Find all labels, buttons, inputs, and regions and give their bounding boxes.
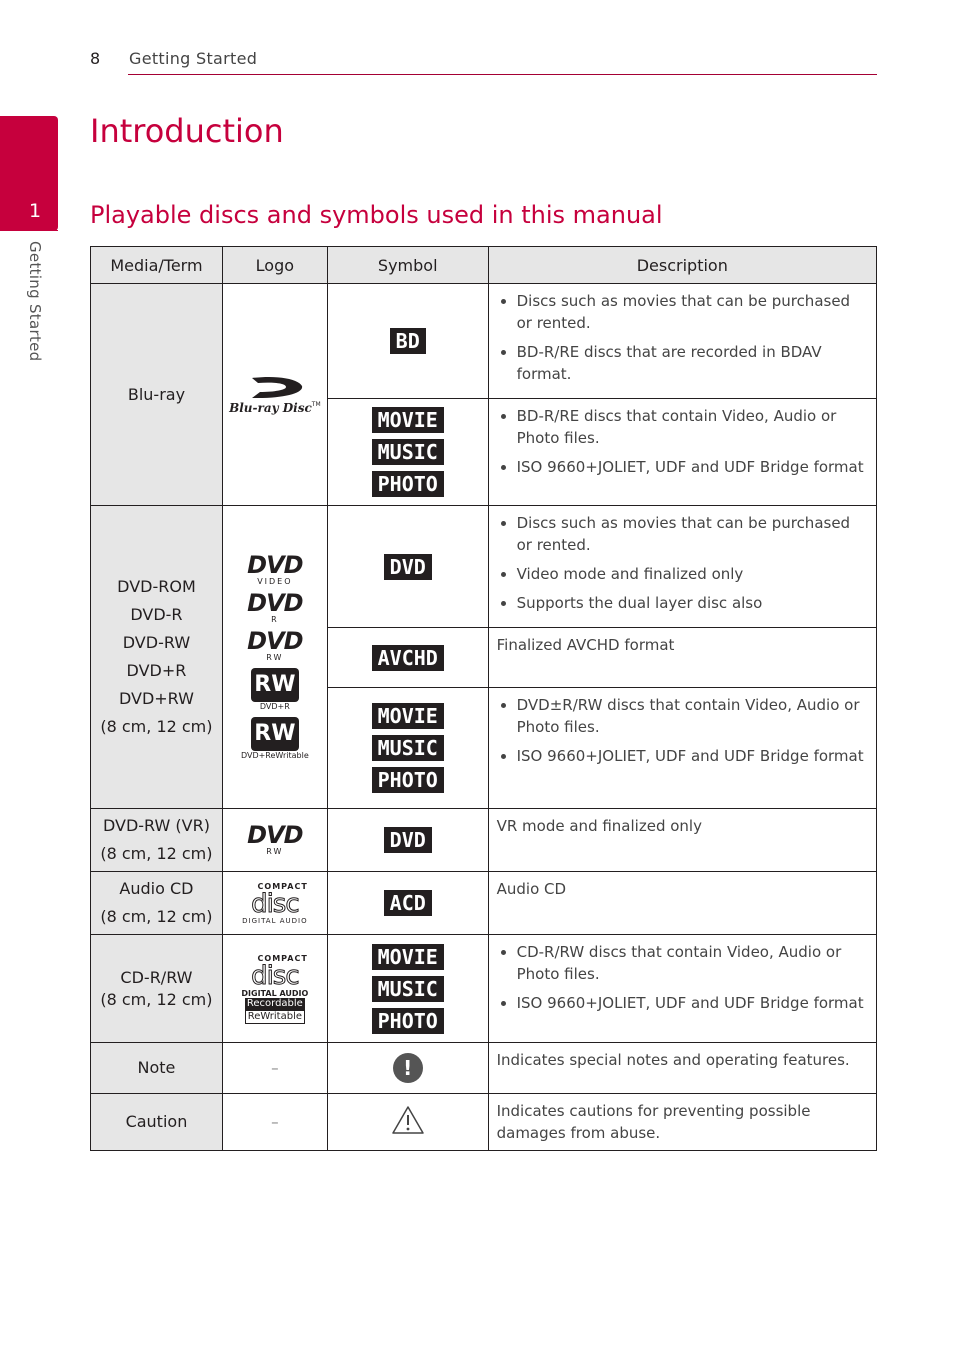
compact-disc-recordable-logo xyxy=(222,935,327,1043)
description-item: • ISO 9660+JOLIET, UDF and UDF Bridge format xyxy=(517,745,868,767)
rw-logo-box: RW xyxy=(251,717,299,751)
description-item: • Supports the dual layer disc also xyxy=(517,592,868,614)
rw-logo-box: RW xyxy=(251,668,299,702)
media-line: (8 cm, 12 cm) xyxy=(100,717,213,736)
description-cell xyxy=(488,506,876,628)
media-line: Audio CD xyxy=(119,879,194,898)
table-row xyxy=(91,1043,877,1094)
recordable-label: Recordable xyxy=(246,997,303,1009)
header-rule xyxy=(128,74,877,75)
symbol-cell xyxy=(327,688,488,809)
dvd-logo-caption: VIDEO xyxy=(257,577,293,586)
blu-ray-disc-icon xyxy=(238,375,312,401)
page-title: Introduction xyxy=(90,112,284,150)
symbol-cell xyxy=(327,399,488,506)
media-line: DVD-ROM xyxy=(117,577,196,596)
media-cd-r-rw xyxy=(91,935,223,1043)
dvd-plus-rewritable-logo xyxy=(224,717,326,760)
symbol-cell xyxy=(327,809,488,872)
warning-triangle-icon xyxy=(391,1105,425,1135)
media-line: DVD-R xyxy=(130,605,183,624)
table-row xyxy=(91,872,877,935)
media-blu-ray: Blu-ray xyxy=(91,284,223,506)
photo-symbol: PHOTO xyxy=(372,471,444,497)
dvd-logo-caption: RW xyxy=(266,847,284,856)
symbol-cell xyxy=(327,284,488,399)
table-row xyxy=(91,935,877,1043)
dvd-symbol: DVD xyxy=(384,827,432,853)
description-item: • ISO 9660+JOLIET, UDF and UDF Bridge format xyxy=(517,992,868,1014)
description-item: • CD-R/RW discs that contain Video, Audio or Photo files. xyxy=(517,941,868,985)
music-symbol: MUSIC xyxy=(372,439,444,465)
description-cell: Finalized AVCHD format xyxy=(488,628,876,688)
exclamation-circle-icon: ! xyxy=(393,1053,423,1083)
movie-symbol: MOVIE xyxy=(372,703,444,729)
dvd-r-logo xyxy=(224,589,326,624)
symbol-cell xyxy=(327,935,488,1043)
table-row xyxy=(91,1094,877,1151)
media-line: DVD-RW xyxy=(122,633,191,652)
dvd-logo-word: DVD xyxy=(247,551,303,579)
photo-symbol: PHOTO xyxy=(372,767,444,793)
dvd-video-logo xyxy=(224,551,326,586)
column-header-media: Media/Term xyxy=(91,247,223,284)
media-caution: Caution xyxy=(91,1094,223,1151)
description-cell: Audio CD xyxy=(488,872,876,935)
compact-label: COMPACT xyxy=(257,953,308,963)
table-row xyxy=(91,284,877,399)
dvd-plus-rewritable-caption: DVD+ReWritable xyxy=(240,751,309,760)
logo-none: – xyxy=(222,1043,327,1094)
dvd-symbol: DVD xyxy=(384,554,432,580)
music-symbol: MUSIC xyxy=(372,976,444,1002)
description-cell xyxy=(488,688,876,809)
symbol-cell xyxy=(327,1094,488,1151)
blu-ray-logo xyxy=(222,284,327,506)
dvd-logo-word: DVD xyxy=(247,589,303,617)
acd-symbol: ACD xyxy=(384,890,432,916)
media-line: DVD-RW (VR) xyxy=(102,816,210,835)
symbol-cell xyxy=(327,1043,488,1094)
table-row xyxy=(91,506,877,628)
header-section-title: Getting Started xyxy=(129,49,258,68)
dvd-logo-word: DVD xyxy=(247,627,303,655)
photo-symbol: PHOTO xyxy=(372,1008,444,1034)
blu-ray-logo-text: Blu-ray Disc xyxy=(229,400,312,415)
logo-none: – xyxy=(222,1094,327,1151)
media-line: CD-R/RW xyxy=(120,967,193,987)
description-cell: Indicates special notes and operating features. xyxy=(488,1043,876,1094)
movie-symbol: MOVIE xyxy=(372,944,444,970)
description-item: • Video mode and finalized only xyxy=(517,563,868,585)
dvd-rw-vr-logo xyxy=(222,809,327,872)
chapter-tab-label: Getting Started xyxy=(26,241,44,362)
description-item: • ISO 9660+JOLIET, UDF and UDF Bridge format xyxy=(517,456,868,478)
section-title: Playable discs and symbols used in this manual xyxy=(90,201,663,229)
media-line: DVD+RW xyxy=(118,689,194,708)
media-line: (8 cm, 12 cm) xyxy=(100,989,213,1009)
table-row xyxy=(91,809,877,872)
description-cell xyxy=(488,935,876,1043)
description-item: • BD-R/RE discs that are recorded in BDAV format. xyxy=(517,341,868,385)
media-note: Note xyxy=(91,1043,223,1094)
chapter-tab-number: 1 xyxy=(28,200,42,222)
digital-audio-label: DIGITAL AUDIO xyxy=(242,916,308,925)
dvd-logo-caption: R xyxy=(271,615,279,624)
digital-audio-label: DIGITAL AUDIO xyxy=(241,988,309,998)
media-dvd xyxy=(91,506,223,809)
compact-label: COMPACT xyxy=(257,881,308,891)
media-line: (8 cm, 12 cm) xyxy=(100,907,213,926)
description-item: • Discs such as movies that can be purchased or rented. xyxy=(517,512,868,556)
avchd-symbol: AVCHD xyxy=(372,645,444,671)
media-line: (8 cm, 12 cm) xyxy=(100,844,213,863)
column-header-logo: Logo xyxy=(222,247,327,284)
description-item: • BD-R/RE discs that contain Video, Audio or Photo files. xyxy=(517,405,868,449)
playable-discs-table xyxy=(90,246,877,1151)
description-item: • DVD±R/RW discs that contain Video, Audio or Photo files. xyxy=(517,694,868,738)
dvd-logo-word: DVD xyxy=(247,821,303,849)
dvd-plus-r-caption: DVD+R xyxy=(259,702,290,711)
disc-word: disc xyxy=(251,888,299,919)
page-number: 8 xyxy=(90,49,101,68)
dvd-plus-r-logo xyxy=(224,668,326,711)
media-line: DVD+R xyxy=(126,661,187,680)
column-header-symbol: Symbol xyxy=(327,247,488,284)
symbol-cell xyxy=(327,628,488,688)
description-cell xyxy=(488,399,876,506)
movie-symbol: MOVIE xyxy=(372,407,444,433)
compact-disc-logo xyxy=(222,872,327,935)
blu-ray-logo-tm: TM xyxy=(311,400,321,408)
description-cell: VR mode and finalized only xyxy=(488,809,876,872)
dvd-logos xyxy=(222,506,327,809)
bd-symbol: BD xyxy=(390,328,426,354)
media-dvd-rw-vr xyxy=(91,809,223,872)
dvd-rw-logo xyxy=(224,627,326,662)
music-symbol: MUSIC xyxy=(372,735,444,761)
chapter-tab-rule xyxy=(0,230,58,231)
column-header-description: Description xyxy=(488,247,876,284)
dvd-logo-caption: RW xyxy=(266,653,284,662)
table-header-row xyxy=(91,247,877,284)
description-item: • Discs such as movies that can be purchased or rented. xyxy=(517,290,868,334)
symbol-cell xyxy=(327,506,488,628)
rewritable-label: ReWritable xyxy=(245,1010,305,1024)
description-cell xyxy=(488,284,876,399)
disc-word: disc xyxy=(251,960,299,991)
media-audio-cd xyxy=(91,872,223,935)
symbol-cell xyxy=(327,872,488,935)
description-cell: Indicates cautions for preventing possible damages from abuse. xyxy=(488,1094,876,1151)
